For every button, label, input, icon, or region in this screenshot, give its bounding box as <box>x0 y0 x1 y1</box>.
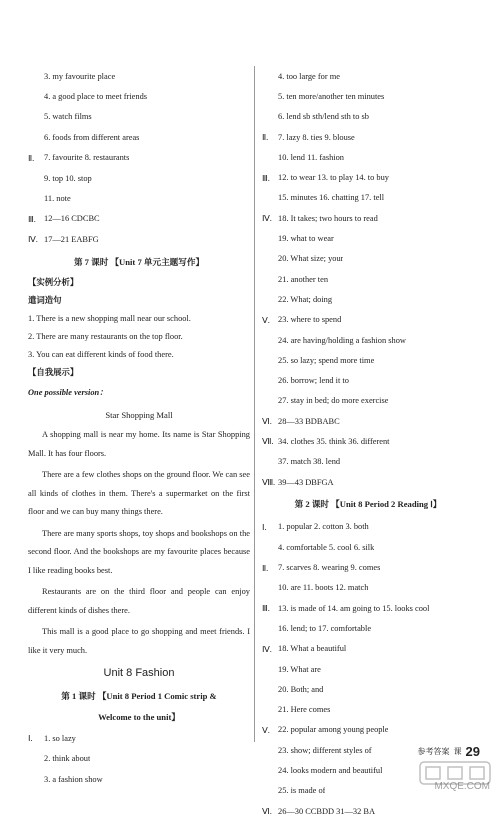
answer-row <box>262 679 474 699</box>
answer-row <box>262 801 474 821</box>
section-number: Ⅴ. <box>262 315 270 325</box>
answer-row <box>28 769 250 789</box>
answer-row <box>262 208 474 228</box>
essay-paragraph-1: A shopping mall is near my home. Its name is Star Shopping Mall. It has four floors. <box>28 430 250 458</box>
answer-row <box>262 537 474 557</box>
essay-paragraph-3: There are many sports shops, toy shops and bookshops on the second floor. And the bookshops are my favourite places because I like reading books best. <box>28 528 250 575</box>
column-divider <box>254 66 255 742</box>
answer-text: 17—21 EABFG <box>44 234 99 244</box>
answer-row <box>262 720 474 740</box>
answer-row <box>262 411 474 431</box>
sentence-2: 2. There are many restaurants on the top floor. <box>28 332 183 342</box>
answer-text: 24. looks modern and beautiful <box>278 766 383 776</box>
right-column <box>262 66 474 821</box>
answer-text: 1. popular 2. cotton 3. both <box>278 522 369 532</box>
page-number: 29 <box>465 744 480 759</box>
answer-text: 18. What a beautiful <box>278 644 347 654</box>
answer-row <box>28 168 250 188</box>
sentence-1: 1. There is a new shopping mall near our school. <box>28 314 191 324</box>
answer-row <box>262 659 474 679</box>
answer-text: 20. What size; your <box>278 254 344 264</box>
answer-row <box>262 370 474 390</box>
answer-row <box>28 127 250 147</box>
section-number: Ⅷ. <box>262 478 276 488</box>
answer-text: 37. match 38. lend <box>278 457 341 467</box>
answer-text: 26. borrow; lend it to <box>278 376 349 386</box>
left-column <box>28 66 250 789</box>
answer-text: 4. too large for me <box>278 71 340 81</box>
answer-row <box>262 188 474 208</box>
answer-row <box>28 107 250 127</box>
answer-row <box>262 107 474 127</box>
answer-text: 13. is made of 14. am going to 15. looks cool <box>278 603 430 613</box>
answer-row <box>262 330 474 350</box>
answer-text: 10. lend 11. fashion <box>278 152 344 162</box>
answer-row <box>262 66 474 86</box>
answer-text: 7. lazy 8. ties 9. blouse <box>278 132 355 142</box>
answer-row <box>262 310 474 330</box>
section-number: Ⅵ. <box>262 417 272 427</box>
answer-text: 22. What; doing <box>278 294 333 304</box>
answer-text: 11. note <box>44 194 71 204</box>
answer-text: 12—16 CDCBC <box>44 214 100 224</box>
answer-text: 34. clothes 35. think 36. different <box>278 436 390 446</box>
answer-row <box>28 66 250 86</box>
answer-row <box>262 452 474 472</box>
answer-row <box>262 598 474 618</box>
answer-row <box>262 578 474 598</box>
answer-text: 20. Both; and <box>278 684 324 694</box>
answer-text: 24. are having/holding a fashion show <box>278 335 406 345</box>
answer-row <box>28 728 250 748</box>
answer-row <box>262 127 474 147</box>
section-number: Ⅴ. <box>262 725 270 735</box>
essay-paragraph-5: This mall is a good place to go shopping and meet friends. I like it very much. <box>28 627 250 655</box>
answer-row <box>28 86 250 106</box>
answer-row <box>28 148 250 168</box>
version-label: One possible version： <box>28 388 108 398</box>
answer-row <box>262 249 474 269</box>
answer-text: 19. what to wear <box>278 234 334 244</box>
answer-text: 10. are 11. boots 12. match <box>278 583 369 593</box>
answer-row <box>262 618 474 638</box>
answer-text: 9. top 10. stop <box>44 173 92 183</box>
answer-row <box>262 167 474 187</box>
self-show-label: 【自我展示】 <box>28 368 79 378</box>
sentence-3: 3. You can eat different kinds of food there. <box>28 350 174 360</box>
answer-text: 1. so lazy <box>44 733 76 743</box>
answer-text: 4. a good place to meet friends <box>44 92 148 102</box>
section-number: Ⅳ. <box>28 235 38 245</box>
lesson7-heading: 第 7 课时 【Unit 7 单元主题写作】 <box>73 256 205 267</box>
answer-text: 5. ten more/another ten minutes <box>278 91 385 101</box>
answer-text: 25. so lazy; spend more time <box>278 355 375 365</box>
answer-row <box>262 269 474 289</box>
answer-row <box>262 472 474 492</box>
answer-row <box>262 86 474 106</box>
section-number: Ⅰ. <box>28 734 33 744</box>
footer-label: 参考答案 <box>417 747 450 756</box>
answer-text: 26—30 CCBDD 31—32 BA <box>278 806 376 816</box>
answer-row <box>262 350 474 370</box>
essay-paragraph-2: There are a few clothes shops on the ground floor. We can see all kinds of clothes in them. There's a supermarket on the first floor and we can buy many things there. <box>28 470 250 517</box>
answer-row <box>262 639 474 659</box>
answer-text: 28—33 BDBABC <box>278 416 340 426</box>
section-number: Ⅱ. <box>262 133 269 143</box>
answer-row <box>262 700 474 720</box>
case-analysis-label: 【实例分析】 <box>28 278 79 288</box>
section-number: Ⅳ. <box>262 644 272 654</box>
watermark-text: MXQE.COM <box>434 781 490 792</box>
essay-title: Star Shopping Mall <box>105 410 173 421</box>
answer-text: 27. stay in bed; do more exercise <box>278 396 389 406</box>
answer-row <box>28 749 250 769</box>
answer-text: 3. a fashion show <box>44 774 103 784</box>
section-number: Ⅳ. <box>262 214 272 224</box>
answer-row <box>262 557 474 577</box>
section-number: Ⅰ. <box>262 522 267 532</box>
left-bottom-answers <box>28 728 250 789</box>
section-number: Ⅲ. <box>262 173 270 183</box>
section-number: Ⅲ. <box>262 604 270 614</box>
answer-row <box>28 209 250 229</box>
answer-text: 23. show; different styles of <box>278 745 372 755</box>
answer-text: 21. Here comes <box>278 705 331 715</box>
section-number: Ⅶ. <box>262 437 274 447</box>
answer-text: 2. think about <box>44 754 91 764</box>
answer-text: 23. where to spend <box>278 315 342 325</box>
page-footer <box>418 744 480 759</box>
answer-text: 15. minutes 16. chatting 17. tell <box>278 193 385 203</box>
lesson2-heading: 第 2 课时 【Unit 8 Period 2 Reading Ⅰ】 <box>294 499 442 510</box>
section-number: Ⅱ. <box>28 153 35 163</box>
answer-text: 7. scarves 8. wearing 9. comes <box>278 563 381 573</box>
section-number: Ⅱ. <box>262 563 269 573</box>
answer-text: 19. What are <box>278 664 321 674</box>
answer-row <box>262 289 474 309</box>
lesson1-heading-line2: Welcome to the unit】 <box>98 712 180 723</box>
answer-row <box>28 188 250 208</box>
answer-text: 18. It takes; two hours to read <box>278 213 378 223</box>
lesson1-heading-line1: 第 1 课时 【Unit 8 Period 1 Comic strip & <box>61 691 217 702</box>
left-top-answers <box>28 66 250 250</box>
answer-text: 6. foods from different areas <box>44 132 140 142</box>
answer-text: 5. watch films <box>44 112 92 122</box>
section-number: Ⅵ. <box>262 807 272 817</box>
answer-text: 39—43 DBFGA <box>278 477 334 487</box>
section-number: Ⅲ. <box>28 214 36 224</box>
essay-paragraph-4: Restaurants are on the third floor and people can enjoy different kinds of dishes there. <box>28 587 250 615</box>
footer-prefix: 课 <box>453 747 462 756</box>
answer-text: 4. comfortable 5. cool 6. silk <box>278 542 375 552</box>
answer-row <box>262 228 474 248</box>
answer-row <box>28 229 250 249</box>
answer-text: 7. favourite 8. restaurants <box>44 153 130 163</box>
answer-row <box>262 517 474 537</box>
unit-title: Unit 8 Fashion <box>103 667 175 680</box>
answer-text: 21. another ten <box>278 274 329 284</box>
answer-row <box>262 147 474 167</box>
answer-text: 3. my favourite place <box>44 71 116 81</box>
answer-row <box>262 431 474 451</box>
answer-text: 25. is made of <box>278 786 326 796</box>
answer-row <box>262 391 474 411</box>
answer-text: 22. popular among young people <box>278 725 389 735</box>
answer-text: 12. to wear 13. to play 14. to buy <box>278 173 389 183</box>
answer-text: 6. lend sb sth/lend sth to sb <box>278 112 369 122</box>
answer-text: 16. lend; to 17. comfortable <box>278 623 372 633</box>
sentence-building-label: 遣词造句 <box>28 296 62 306</box>
right-answers-unit8-period1 <box>262 66 474 492</box>
